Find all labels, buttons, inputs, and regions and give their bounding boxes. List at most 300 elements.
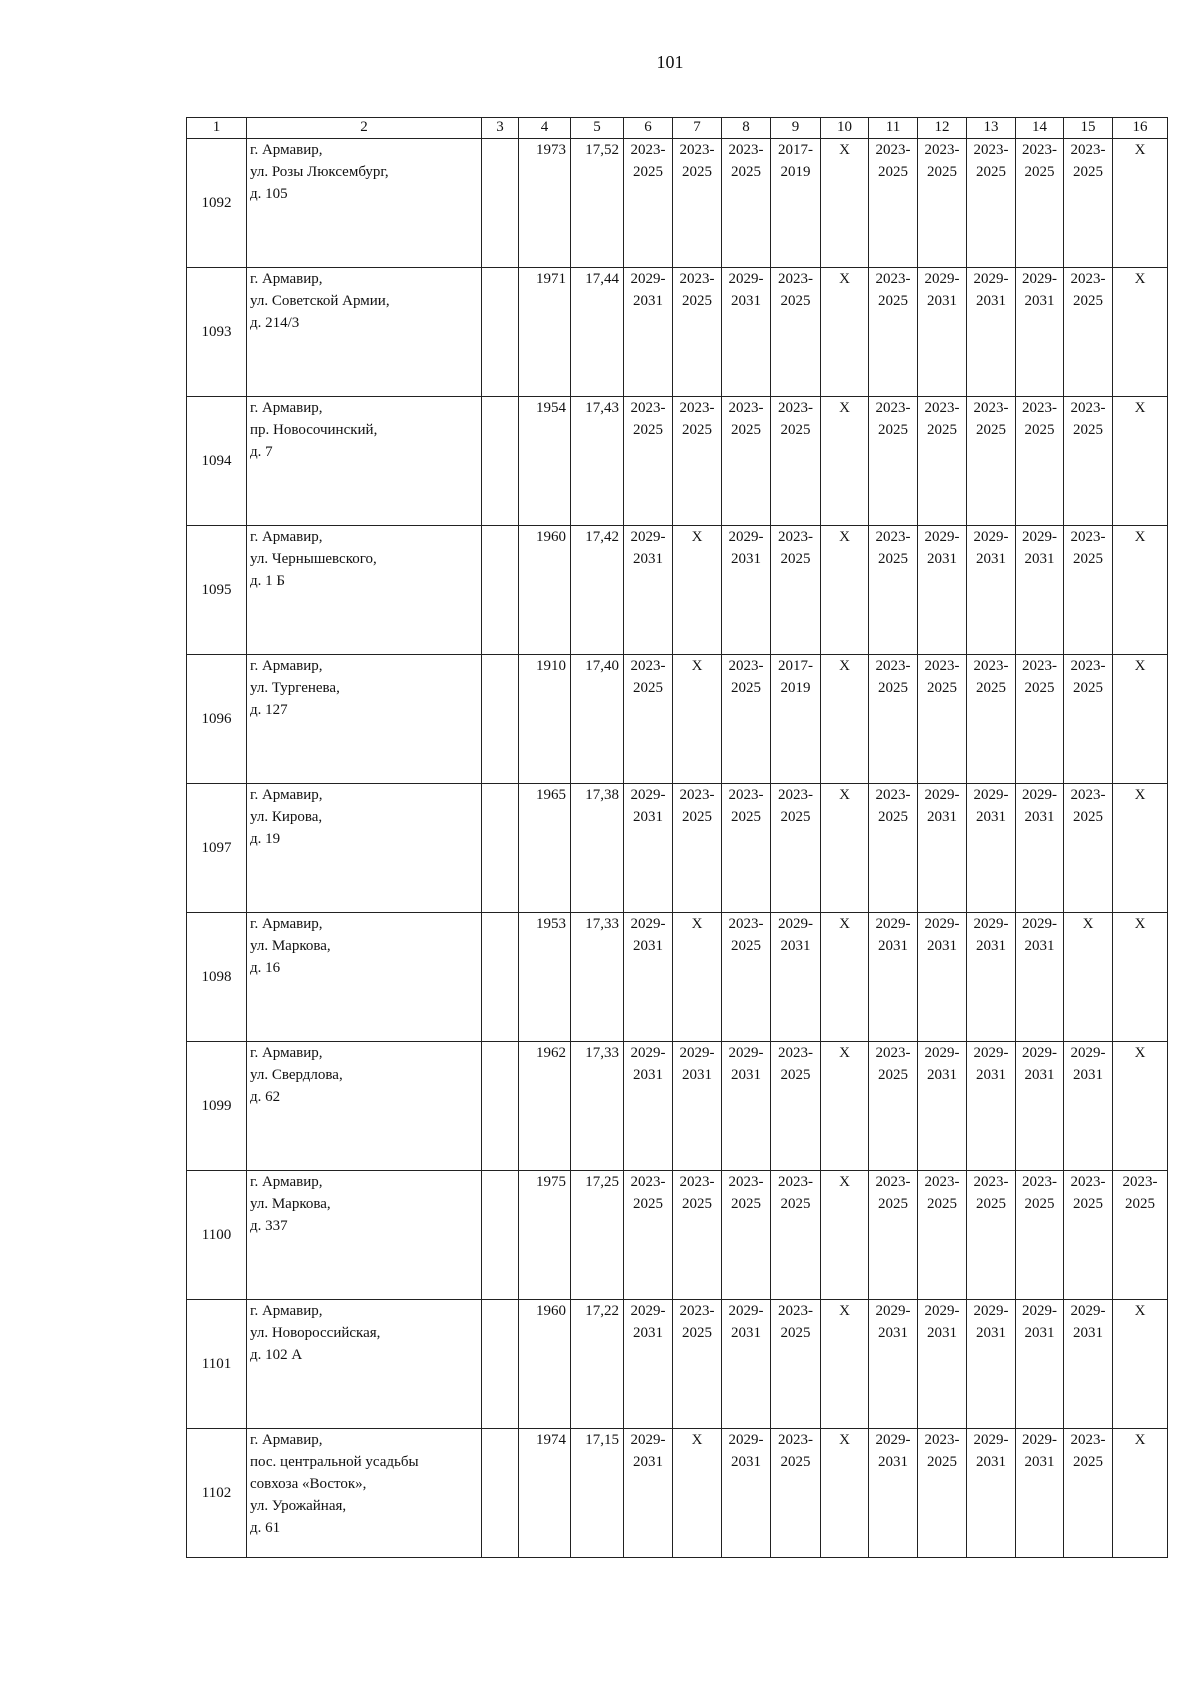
period-text: 2025 bbox=[878, 1067, 908, 1083]
period-cell-col-11 bbox=[869, 268, 918, 397]
period-cell-col-13 bbox=[967, 139, 1016, 268]
period-text: X bbox=[839, 1303, 850, 1319]
period-text: 2029- bbox=[630, 1045, 666, 1061]
address-line: г. Армавир, bbox=[250, 787, 323, 803]
period-cell-col-10 bbox=[821, 139, 869, 268]
period-cell-col-9 bbox=[771, 397, 821, 526]
period-text: 2023- bbox=[1022, 1174, 1057, 1190]
period-cell-col-10 bbox=[821, 784, 869, 913]
address-line: г. Армавир, bbox=[250, 1174, 323, 1190]
period-text: 2025 bbox=[878, 680, 908, 696]
period-text: 2025 bbox=[1073, 293, 1103, 309]
period-text: 2023- bbox=[973, 1174, 1009, 1190]
period-text: X bbox=[1134, 916, 1146, 932]
period-text: 2023- bbox=[778, 787, 813, 803]
period-cell-col-15 bbox=[1064, 397, 1113, 526]
column-header-9: 9 bbox=[771, 118, 821, 139]
table-row bbox=[187, 526, 1168, 655]
value-cell: 17,15 bbox=[571, 1429, 624, 1558]
registry-table bbox=[186, 117, 1168, 1558]
column-header-12: 12 bbox=[918, 118, 967, 139]
period-text: 2025 bbox=[927, 1454, 957, 1470]
period-text: 2025 bbox=[1073, 422, 1103, 438]
value-cell: 17,52 bbox=[571, 139, 624, 268]
period-text: 2025 bbox=[976, 1196, 1006, 1212]
value-cell: 17,44 bbox=[571, 268, 624, 397]
period-text: 2025 bbox=[927, 422, 957, 438]
period-cell-col-6 bbox=[624, 913, 673, 1042]
period-cell-col-13 bbox=[967, 1042, 1016, 1171]
period-text: 2025 bbox=[927, 164, 957, 180]
period-text: 2023- bbox=[630, 400, 666, 416]
period-text: 2025 bbox=[682, 1196, 712, 1212]
period-text: 2029- bbox=[973, 916, 1009, 932]
period-text: 2023- bbox=[875, 400, 911, 416]
address-line: д. 102 А bbox=[250, 1347, 303, 1363]
period-text: 2025 bbox=[682, 422, 712, 438]
period-text: 2023- bbox=[1022, 658, 1057, 674]
period-text: 2023- bbox=[679, 400, 715, 416]
period-text: 2029- bbox=[875, 916, 911, 932]
period-text: X bbox=[1134, 529, 1146, 545]
period-text: X bbox=[839, 400, 850, 416]
address-line: ул. Чернышевского, bbox=[250, 551, 377, 567]
period-text: 2029- bbox=[1022, 1045, 1057, 1061]
period-text: X bbox=[839, 1045, 850, 1061]
column-header-8: 8 bbox=[722, 118, 771, 139]
period-cell-col-9 bbox=[771, 139, 821, 268]
period-text: 2029- bbox=[973, 529, 1009, 545]
period-text: 2029- bbox=[973, 1045, 1009, 1061]
column-3-cell bbox=[482, 526, 519, 655]
column-3-cell bbox=[482, 1171, 519, 1300]
period-cell-col-10 bbox=[821, 655, 869, 784]
column-header-11: 11 bbox=[869, 118, 918, 139]
period-cell-col-15 bbox=[1064, 655, 1113, 784]
period-cell-col-8 bbox=[722, 526, 771, 655]
column-3-cell bbox=[482, 139, 519, 268]
period-cell-col-15 bbox=[1064, 1042, 1113, 1171]
address-line: г. Армавир, bbox=[250, 142, 323, 158]
period-text: 2025 bbox=[682, 1325, 712, 1341]
period-text: 2029- bbox=[630, 916, 666, 932]
period-text: 2023- bbox=[630, 658, 666, 674]
period-text: 2019 bbox=[780, 164, 811, 180]
address-line: д. 1 Б bbox=[250, 573, 285, 589]
period-cell-col-14 bbox=[1016, 1171, 1064, 1300]
period-text: 2025 bbox=[780, 1196, 811, 1212]
period-text: 2017- bbox=[778, 142, 813, 158]
table-row bbox=[187, 1042, 1168, 1171]
period-text: 2025 bbox=[731, 164, 761, 180]
value-cell: 17,33 bbox=[571, 913, 624, 1042]
period-text: 2029- bbox=[630, 529, 666, 545]
period-cell-col-6 bbox=[624, 268, 673, 397]
period-text: 2025 bbox=[731, 680, 761, 696]
period-cell-col-10 bbox=[821, 1300, 869, 1429]
period-cell-col-15 bbox=[1064, 1429, 1113, 1558]
period-text: 2031 bbox=[1024, 551, 1055, 567]
column-header-3: 3 bbox=[482, 118, 519, 139]
period-text: 2031 bbox=[1024, 1325, 1055, 1341]
period-text: X bbox=[839, 1432, 850, 1448]
year-cell: 1954 bbox=[519, 397, 571, 526]
column-header-6: 6 bbox=[624, 118, 673, 139]
period-text: 2031 bbox=[780, 938, 811, 954]
period-cell-col-7 bbox=[673, 1300, 722, 1429]
period-cell-col-6 bbox=[624, 1300, 673, 1429]
period-text: 2029- bbox=[1022, 1303, 1057, 1319]
period-cell-col-8 bbox=[722, 1171, 771, 1300]
period-cell-col-14 bbox=[1016, 1300, 1064, 1429]
period-cell-col-7 bbox=[673, 913, 722, 1042]
address-cell bbox=[247, 655, 482, 784]
period-text: 2025 bbox=[927, 1196, 957, 1212]
period-text: 2025 bbox=[976, 164, 1006, 180]
period-text: 2025 bbox=[633, 1196, 663, 1212]
period-cell-col-9 bbox=[771, 526, 821, 655]
column-3-cell bbox=[482, 1300, 519, 1429]
address-line: д. 19 bbox=[250, 831, 281, 847]
period-cell-col-10 bbox=[821, 1042, 869, 1171]
period-text: 2023- bbox=[924, 1432, 960, 1448]
value-cell: 17,38 bbox=[571, 784, 624, 913]
period-text: X bbox=[1134, 787, 1146, 803]
period-text: 2029- bbox=[875, 1432, 911, 1448]
address-line: г. Армавир, bbox=[250, 1303, 323, 1319]
address-line: совхоза «Восток», bbox=[250, 1476, 367, 1492]
period-text: 2029- bbox=[973, 1432, 1009, 1448]
period-text: 2029- bbox=[630, 1432, 666, 1448]
period-text: 2029- bbox=[1070, 1045, 1106, 1061]
period-text: 2031 bbox=[878, 1325, 908, 1341]
period-text: 2031 bbox=[976, 809, 1006, 825]
period-cell-col-8 bbox=[722, 1300, 771, 1429]
period-text: 2023- bbox=[875, 142, 911, 158]
table-row bbox=[187, 655, 1168, 784]
period-text: 2023- bbox=[1070, 271, 1106, 287]
period-cell-col-13 bbox=[967, 526, 1016, 655]
period-cell-col-12 bbox=[918, 397, 967, 526]
period-text: 2025 bbox=[731, 1196, 761, 1212]
period-cell-col-10 bbox=[821, 526, 869, 655]
period-cell-col-9 bbox=[771, 913, 821, 1042]
address-line: д. 127 bbox=[250, 702, 288, 718]
period-text: 2029- bbox=[728, 271, 764, 287]
address-line: г. Армавир, bbox=[250, 1432, 323, 1448]
period-text: 2023- bbox=[924, 142, 960, 158]
page-number: 101 bbox=[656, 52, 684, 72]
period-text: 2023- bbox=[778, 1303, 813, 1319]
period-text: 2031 bbox=[682, 1067, 712, 1083]
period-cell-col-7 bbox=[673, 397, 722, 526]
address-line: д. 337 bbox=[250, 1218, 288, 1234]
address-line: г. Армавир, bbox=[250, 271, 323, 287]
period-cell-col-13 bbox=[967, 913, 1016, 1042]
period-text: 2031 bbox=[976, 293, 1006, 309]
period-text: 2025 bbox=[780, 422, 811, 438]
period-cell-col-14 bbox=[1016, 913, 1064, 1042]
period-cell-col-9 bbox=[771, 784, 821, 913]
period-cell-col-16 bbox=[1113, 397, 1168, 526]
row-number-cell: 1102 bbox=[187, 1429, 247, 1558]
period-text: 2029- bbox=[728, 1303, 764, 1319]
address-line: пр. Новосочинский, bbox=[250, 422, 378, 438]
header-row bbox=[187, 118, 1168, 139]
address-line: д. 214/3 bbox=[250, 315, 300, 331]
period-cell-col-13 bbox=[967, 1300, 1016, 1429]
row-number-cell: 1095 bbox=[187, 526, 247, 655]
value-cell: 17,42 bbox=[571, 526, 624, 655]
period-text: 2025 bbox=[731, 422, 761, 438]
address-line: ул. Маркова, bbox=[250, 938, 331, 954]
column-header-4: 4 bbox=[519, 118, 571, 139]
period-text: 2023- bbox=[728, 142, 764, 158]
period-text: 2031 bbox=[878, 1454, 908, 1470]
address-line: пос. центральной усадьбы bbox=[250, 1454, 419, 1470]
row-number-cell: 1094 bbox=[187, 397, 247, 526]
value-cell: 17,43 bbox=[571, 397, 624, 526]
address-cell bbox=[247, 784, 482, 913]
period-text: 2029- bbox=[1022, 1432, 1057, 1448]
address-cell bbox=[247, 1042, 482, 1171]
period-text: 2029- bbox=[924, 1303, 960, 1319]
year-cell: 1971 bbox=[519, 268, 571, 397]
period-cell-col-11 bbox=[869, 139, 918, 268]
period-text: 2029- bbox=[1022, 787, 1057, 803]
address-line: ул. Урожайная, bbox=[250, 1498, 347, 1514]
period-text: 2023- bbox=[875, 1174, 911, 1190]
period-text: 2025 bbox=[682, 809, 712, 825]
period-cell-col-16 bbox=[1113, 913, 1168, 1042]
period-text: 2023- bbox=[875, 529, 911, 545]
period-text: 2023- bbox=[778, 1045, 813, 1061]
period-text: 2029- bbox=[875, 1303, 911, 1319]
period-text: 2031 bbox=[1073, 1067, 1103, 1083]
period-cell-col-12 bbox=[918, 784, 967, 913]
table-row bbox=[187, 784, 1168, 913]
period-text: 2023- bbox=[778, 529, 813, 545]
period-text: 2023- bbox=[1022, 142, 1057, 158]
address-line: г. Армавир, bbox=[250, 916, 323, 932]
period-cell-col-10 bbox=[821, 1171, 869, 1300]
period-text: 2023- bbox=[728, 1174, 764, 1190]
period-cell-col-8 bbox=[722, 397, 771, 526]
period-text: 2025 bbox=[878, 1196, 908, 1212]
column-header-15: 15 bbox=[1064, 118, 1113, 139]
period-text: 2023- bbox=[973, 142, 1009, 158]
period-cell-col-6 bbox=[624, 139, 673, 268]
column-3-cell bbox=[482, 784, 519, 913]
period-text: X bbox=[1134, 271, 1146, 287]
period-text: 2023- bbox=[630, 1174, 666, 1190]
period-cell-col-12 bbox=[918, 1429, 967, 1558]
period-text: 2031 bbox=[633, 809, 663, 825]
period-cell-col-7 bbox=[673, 1042, 722, 1171]
period-text: 2031 bbox=[1024, 938, 1055, 954]
period-text: 2025 bbox=[976, 422, 1006, 438]
period-cell-col-11 bbox=[869, 913, 918, 1042]
period-text: 2031 bbox=[633, 551, 663, 567]
period-text: 2029- bbox=[973, 787, 1009, 803]
column-header-13: 13 bbox=[967, 118, 1016, 139]
period-cell-col-6 bbox=[624, 784, 673, 913]
period-cell-col-10 bbox=[821, 1429, 869, 1558]
year-cell: 1960 bbox=[519, 1300, 571, 1429]
period-text: 2031 bbox=[976, 1454, 1006, 1470]
period-cell-col-6 bbox=[624, 397, 673, 526]
address-line: ул. Розы Люксембург, bbox=[250, 164, 389, 180]
period-cell-col-6 bbox=[624, 1042, 673, 1171]
period-cell-col-11 bbox=[869, 1429, 918, 1558]
period-text: 2031 bbox=[731, 1325, 761, 1341]
period-text: X bbox=[691, 1432, 703, 1448]
period-text: 2025 bbox=[1073, 680, 1103, 696]
period-cell-col-9 bbox=[771, 268, 821, 397]
period-text: 2019 bbox=[780, 680, 811, 696]
period-text: 2023- bbox=[1070, 400, 1106, 416]
period-text: 2029- bbox=[630, 787, 666, 803]
address-cell bbox=[247, 913, 482, 1042]
period-text: 2031 bbox=[633, 1454, 663, 1470]
period-text: 2025 bbox=[682, 293, 712, 309]
column-3-cell bbox=[482, 397, 519, 526]
period-text: X bbox=[1134, 1045, 1146, 1061]
period-cell-col-11 bbox=[869, 1300, 918, 1429]
period-text: 2023- bbox=[679, 1174, 715, 1190]
period-text: X bbox=[839, 787, 850, 803]
address-cell bbox=[247, 1300, 482, 1429]
period-cell-col-7 bbox=[673, 268, 722, 397]
period-cell-col-10 bbox=[821, 397, 869, 526]
period-cell-col-14 bbox=[1016, 655, 1064, 784]
period-text: 2029- bbox=[1070, 1303, 1106, 1319]
period-text: 2023- bbox=[1022, 400, 1057, 416]
address-cell bbox=[247, 268, 482, 397]
period-text: 2023- bbox=[679, 1303, 715, 1319]
period-text: X bbox=[1134, 142, 1146, 158]
period-text: 2023- bbox=[1070, 658, 1106, 674]
row-number-cell: 1097 bbox=[187, 784, 247, 913]
period-cell-col-15 bbox=[1064, 268, 1113, 397]
period-cell-col-7 bbox=[673, 139, 722, 268]
period-text: 2029- bbox=[728, 1045, 764, 1061]
period-text: X bbox=[1082, 916, 1094, 932]
period-text: X bbox=[1134, 1303, 1146, 1319]
period-text: 2023- bbox=[778, 1174, 813, 1190]
period-cell-col-12 bbox=[918, 1300, 967, 1429]
table-row bbox=[187, 1171, 1168, 1300]
year-cell: 1910 bbox=[519, 655, 571, 784]
period-text: 2031 bbox=[633, 938, 663, 954]
address-line: ул. Кирова, bbox=[250, 809, 323, 825]
period-cell-col-7 bbox=[673, 1171, 722, 1300]
period-cell-col-15 bbox=[1064, 784, 1113, 913]
period-text: 2025 bbox=[1125, 1196, 1155, 1212]
period-cell-col-13 bbox=[967, 1171, 1016, 1300]
period-cell-col-6 bbox=[624, 1429, 673, 1558]
period-text: X bbox=[1134, 400, 1146, 416]
period-text: 2023- bbox=[1122, 1174, 1158, 1190]
period-text: 2025 bbox=[780, 1454, 811, 1470]
period-text: 2025 bbox=[633, 422, 663, 438]
year-cell: 1960 bbox=[519, 526, 571, 655]
year-cell: 1975 bbox=[519, 1171, 571, 1300]
period-cell-col-9 bbox=[771, 655, 821, 784]
address-line: д. 61 bbox=[250, 1520, 281, 1536]
period-text: 2023- bbox=[1070, 1174, 1106, 1190]
address-cell bbox=[247, 1171, 482, 1300]
table-body bbox=[187, 118, 1168, 1558]
period-cell-col-16 bbox=[1113, 139, 1168, 268]
value-cell: 17,33 bbox=[571, 1042, 624, 1171]
period-cell-col-9 bbox=[771, 1171, 821, 1300]
table-row bbox=[187, 139, 1168, 268]
period-text: 2023- bbox=[973, 658, 1009, 674]
period-text: 2023- bbox=[875, 1045, 911, 1061]
period-text: 2023- bbox=[875, 787, 911, 803]
period-cell-col-8 bbox=[722, 1042, 771, 1171]
column-3-cell bbox=[482, 913, 519, 1042]
period-cell-col-10 bbox=[821, 268, 869, 397]
period-cell-col-8 bbox=[722, 784, 771, 913]
period-cell-col-16 bbox=[1113, 526, 1168, 655]
table-row bbox=[187, 268, 1168, 397]
period-text: 2029- bbox=[728, 1432, 764, 1448]
period-text: 2023- bbox=[728, 658, 764, 674]
period-cell-col-11 bbox=[869, 784, 918, 913]
period-text: 2031 bbox=[731, 551, 761, 567]
period-text: 2025 bbox=[682, 164, 712, 180]
period-text: X bbox=[839, 271, 850, 287]
period-text: 2023- bbox=[1070, 787, 1106, 803]
period-cell-col-12 bbox=[918, 655, 967, 784]
period-cell-col-8 bbox=[722, 913, 771, 1042]
period-cell-col-14 bbox=[1016, 139, 1064, 268]
period-text: 2031 bbox=[731, 293, 761, 309]
address-line: г. Армавир, bbox=[250, 529, 323, 545]
row-number-cell: 1092 bbox=[187, 139, 247, 268]
address-cell bbox=[247, 139, 482, 268]
period-cell-col-16 bbox=[1113, 784, 1168, 913]
period-cell-col-12 bbox=[918, 526, 967, 655]
year-cell: 1973 bbox=[519, 139, 571, 268]
period-text: 2031 bbox=[633, 1325, 663, 1341]
period-text: 2031 bbox=[927, 293, 957, 309]
period-text: 2029- bbox=[630, 1303, 666, 1319]
period-text: 2029- bbox=[630, 271, 666, 287]
period-cell-col-13 bbox=[967, 655, 1016, 784]
period-cell-col-13 bbox=[967, 268, 1016, 397]
period-cell-col-9 bbox=[771, 1042, 821, 1171]
value-cell: 17,25 bbox=[571, 1171, 624, 1300]
period-cell-col-7 bbox=[673, 655, 722, 784]
column-header-2: 2 bbox=[247, 118, 482, 139]
address-line: ул. Тургенева, bbox=[250, 680, 340, 696]
period-text: X bbox=[839, 658, 850, 674]
row-number-cell: 1100 bbox=[187, 1171, 247, 1300]
period-cell-col-13 bbox=[967, 397, 1016, 526]
row-number-cell: 1096 bbox=[187, 655, 247, 784]
period-cell-col-8 bbox=[722, 268, 771, 397]
period-cell-col-12 bbox=[918, 1042, 967, 1171]
address-line: д. 7 bbox=[250, 444, 273, 460]
period-cell-col-6 bbox=[624, 1171, 673, 1300]
address-cell bbox=[247, 1429, 482, 1558]
period-text: 2025 bbox=[780, 1325, 811, 1341]
period-text: 2017- bbox=[778, 658, 813, 674]
period-text: X bbox=[839, 529, 850, 545]
